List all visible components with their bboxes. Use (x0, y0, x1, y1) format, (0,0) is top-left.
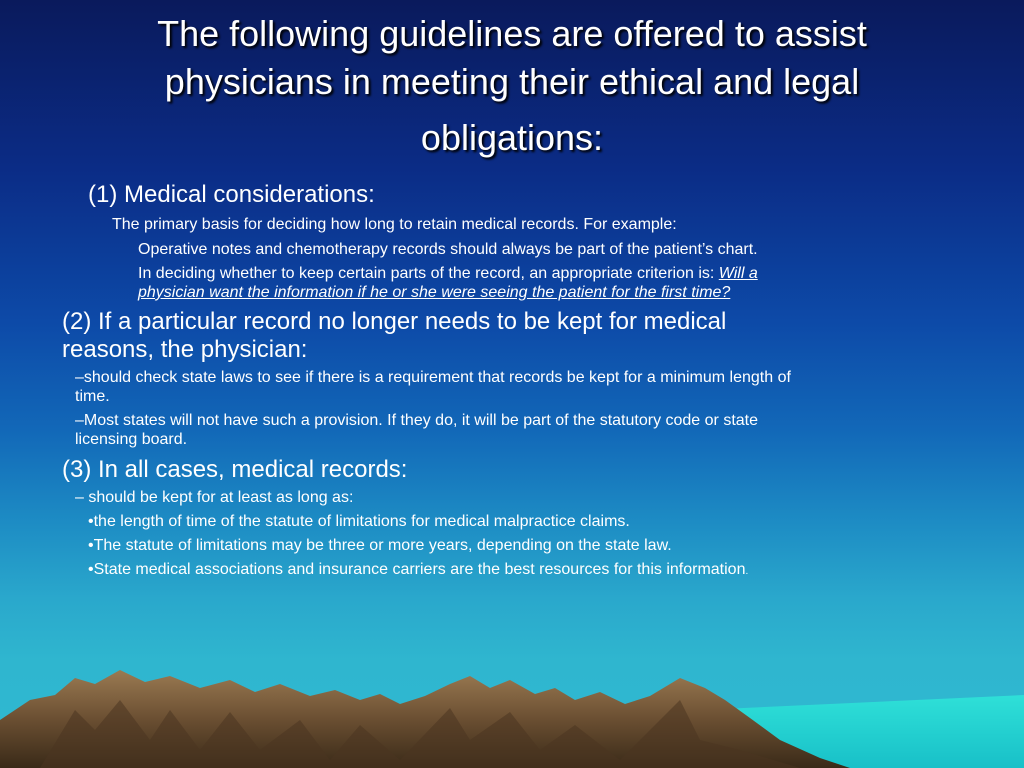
mountain-illustration (0, 600, 1024, 768)
section-3-sub: – should be kept for at least as long as: (75, 489, 354, 506)
section-1-bullet-1: Operative notes and chemotherapy records should always be part of the patient’s chart. (138, 241, 758, 258)
section-2-item-1-line-1: –should check state laws to see if there is a requirement that records be kept for a minimum length of (75, 369, 791, 386)
section-1-bullet-2-prefix: In deciding whether to keep certain parts of the record, an appropriate criterion is: (138, 265, 719, 282)
section-2-heading-line-1: (2) If a particular record no longer needs to be kept for medical (62, 308, 727, 335)
title-line-2: physicians in meeting their ethical and legal (164, 61, 860, 102)
section-2-item-1-line-2: time. (75, 388, 110, 405)
section-1-heading: (1) Medical considerations: (88, 181, 375, 208)
section-3-bullet-3-end: . (745, 566, 749, 577)
section-3-bullet-2: •The statute of limitations may be three or more years, depending on the state law. (88, 537, 672, 554)
section-2-item-2-line-2: licensing board. (75, 431, 188, 448)
title-line-3: obligations: (420, 117, 604, 158)
section-3-heading: (3) In all cases, medical records: (62, 456, 408, 483)
slide-title (40, 10, 984, 162)
section-3-bullet-1: •the length of time of the statute of limitations for medical malpractice claims. (88, 513, 630, 530)
section-1-bullet-2-emphasis-2: physician want the information if he or she were seeing the patient for the first time? (138, 284, 731, 301)
section-1-bullet-2 (138, 264, 758, 283)
section-3-bullet-3 (88, 560, 748, 581)
title-line-1: The following guidelines are offered to assist (157, 13, 867, 54)
section-2-heading-line-2: reasons, the physician: (62, 336, 308, 363)
section-3-bullet-3-text: •State medical associations and insurance carriers are the best resources for this information (88, 561, 746, 578)
section-2-item-2-line-1: –Most states will not have such a provision. If they do, it will be part of the statutory code or state (75, 412, 759, 429)
section-1-sub: The primary basis for deciding how long to retain medical records. For example: (112, 216, 677, 233)
section-1-bullet-2-emphasis-1: Will a (718, 265, 758, 282)
